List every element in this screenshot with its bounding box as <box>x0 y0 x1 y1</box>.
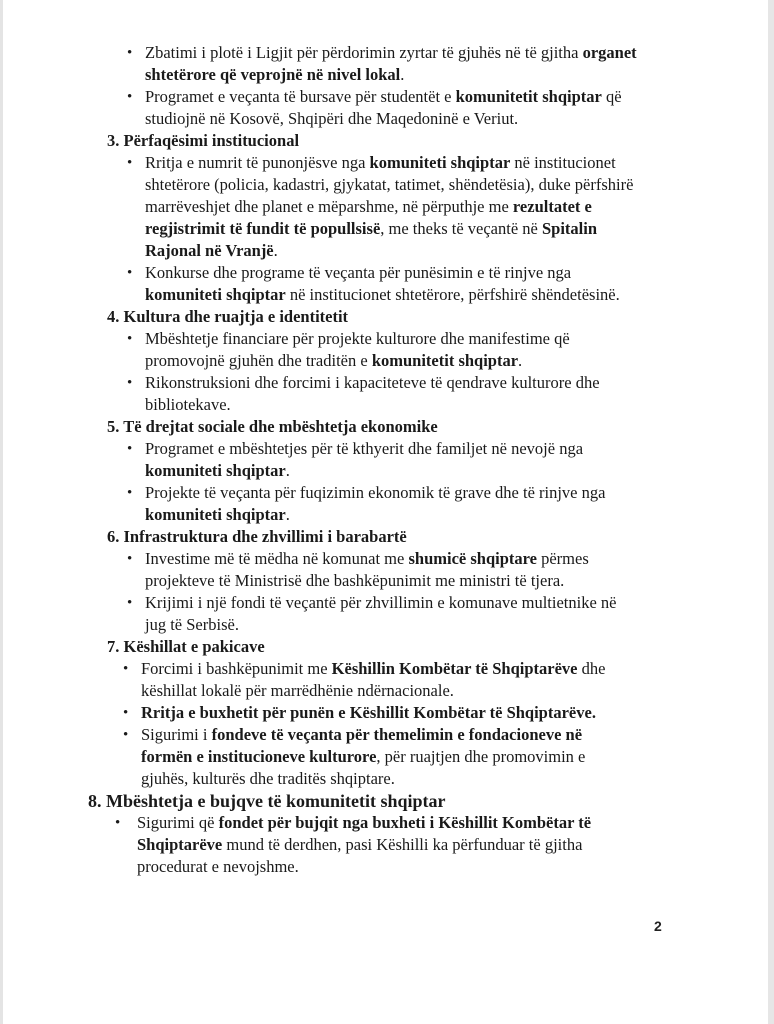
section-heading: 8. Mbështetja e bujqve të komunitetit shqiptar <box>88 791 446 811</box>
text-run: Konkurse dhe programe të veçanta për punësimin e të rinjve nga <box>145 263 572 282</box>
list-item <box>141 724 636 790</box>
list-item <box>141 658 636 702</box>
text-run: . <box>285 461 290 480</box>
list-item <box>145 42 640 86</box>
text-run: përmes projekteve të Ministrisë dhe bashkëpunimit me ministri të tjera. <box>145 549 589 590</box>
bold-text: komuniteti shqiptar <box>369 153 511 172</box>
text-run: . <box>518 351 523 370</box>
bold-text: fondet për bujqit nga buxheti i Këshillit Kombëtar të Shqiptarëve <box>137 813 592 854</box>
text-run: në institucionet shtetërore, përfshirë shëndetësinë. <box>285 285 620 304</box>
bold-text: komuniteti shqiptar <box>145 461 286 480</box>
section-heading: 6. Infrastruktura dhe zhvillimi i barabartë <box>107 527 407 546</box>
text-run: dhe këshillat lokalë për marrëdhënie ndërnacionale. <box>141 659 606 700</box>
text-run: Forcimi i bashkëpunimit me <box>141 659 332 678</box>
list-item <box>145 482 640 526</box>
text-run: Mbështetje financiare për projekte kulturore dhe manifestime që promovojnë gjuhën dhe traditën e <box>145 329 570 370</box>
list-item <box>145 438 640 482</box>
bold-text: shumicë shqiptare <box>408 549 537 568</box>
text-run: Rritja e numrit të punonjësve nga <box>145 153 370 172</box>
list-item <box>145 152 640 262</box>
section-5 <box>0 416 774 526</box>
text-run: Programet e veçanta të bursave për studentët e <box>145 87 456 106</box>
list-item <box>137 812 637 878</box>
list-item <box>145 328 640 372</box>
text-run: . <box>400 65 405 84</box>
bold-text: Këshillin Kombëtar të Shqiptarëve <box>331 659 578 678</box>
text-run: , për ruajtjen dhe promovimin e gjuhës, kulturës dhe traditës shqiptare. <box>141 747 586 788</box>
text-run: që studiojnë në Kosovë, Shqipëri dhe Maqedoninë e Veriut. <box>145 87 622 128</box>
bullet-list <box>0 152 774 306</box>
section-heading: 3. Përfaqësimi institucional <box>107 131 300 150</box>
list-item <box>141 702 636 724</box>
text-run: Investime më të mëdha në komunat me <box>145 549 409 568</box>
bullet-list <box>0 812 774 878</box>
text-run: Sigurimi që <box>137 813 219 832</box>
bullet-list <box>0 438 774 526</box>
bold-text: komuniteti shqiptar <box>145 285 286 304</box>
continued-bullet-list <box>0 42 774 130</box>
text-run: , me theks të veçantë në <box>380 219 542 238</box>
text-run: në institucionet shtetërore (policia, kadastri, gjykatat, tatimet, shëndetësia), duke përfshirë marrëveshjet dhe planet e mëparshme, në përputhje me <box>145 153 634 216</box>
section-heading: 7. Këshillat e pakicave <box>107 637 265 656</box>
text-run: . <box>285 505 290 524</box>
text-run: . <box>273 241 278 260</box>
bold-text: komuniteti shqiptar <box>145 505 286 524</box>
list-item <box>145 372 640 416</box>
list-item <box>145 262 640 306</box>
text-run: mund të derdhen, pasi Këshilli ka përfunduar të gjitha procedurat e nevojshme. <box>137 835 583 876</box>
section-6 <box>0 526 774 636</box>
bold-text: komunitetit shqiptar <box>371 351 519 370</box>
bullet-list <box>0 328 774 416</box>
bullet-list <box>0 658 774 790</box>
text-run: Krijimi i një fondi të veçantë për zhvillimin e komunave multietnike në jug të Serbisë. <box>145 593 617 634</box>
page-number: 2 <box>654 918 662 934</box>
list-item <box>145 548 640 592</box>
section-7 <box>0 636 774 790</box>
bold-text: Spitalin Rajonal në Vranjë <box>145 219 598 260</box>
bold-text: organet shtetërore që veprojnë në nivel lokal <box>145 43 637 84</box>
bold-text: komunitetit shqiptar <box>455 87 602 106</box>
section-heading: 4. Kultura dhe ruajtja e identitetit <box>107 307 349 326</box>
text-run: Programet e mbështetjes për të kthyerit dhe familjet në nevojë nga <box>145 439 584 458</box>
list-item <box>145 592 640 636</box>
section-4 <box>0 306 774 416</box>
bold-text: rezultatet e regjistrimit të fundit të popullsisë <box>145 197 592 238</box>
document-body <box>0 42 774 878</box>
section-3 <box>0 130 774 306</box>
text-run: Projekte të veçanta për fuqizimin ekonomik të grave dhe të rinjve nga <box>145 483 606 502</box>
text-run: Zbatimi i plotë i Ligjit për përdorimin zyrtar të gjuhës në të gjitha <box>145 43 583 62</box>
bold-text: Rritja e buxhetit për punën e Këshillit Kombëtar të Shqiptarëve. <box>141 703 596 722</box>
section-heading: 5. Të drejtat sociale dhe mbështetja ekonomike <box>107 417 438 436</box>
bullet-list <box>0 548 774 636</box>
list-item <box>145 86 640 130</box>
text-run: Sigurimi i <box>141 725 212 744</box>
bold-text: fondeve të veçanta për themelimin e fondacioneve në formën e institucioneve kulturore <box>141 725 583 766</box>
text-run: Rikonstruksioni dhe forcimi i kapaciteteve të qendrave kulturore dhe bibliotekave. <box>145 373 600 414</box>
section-8 <box>0 790 774 878</box>
